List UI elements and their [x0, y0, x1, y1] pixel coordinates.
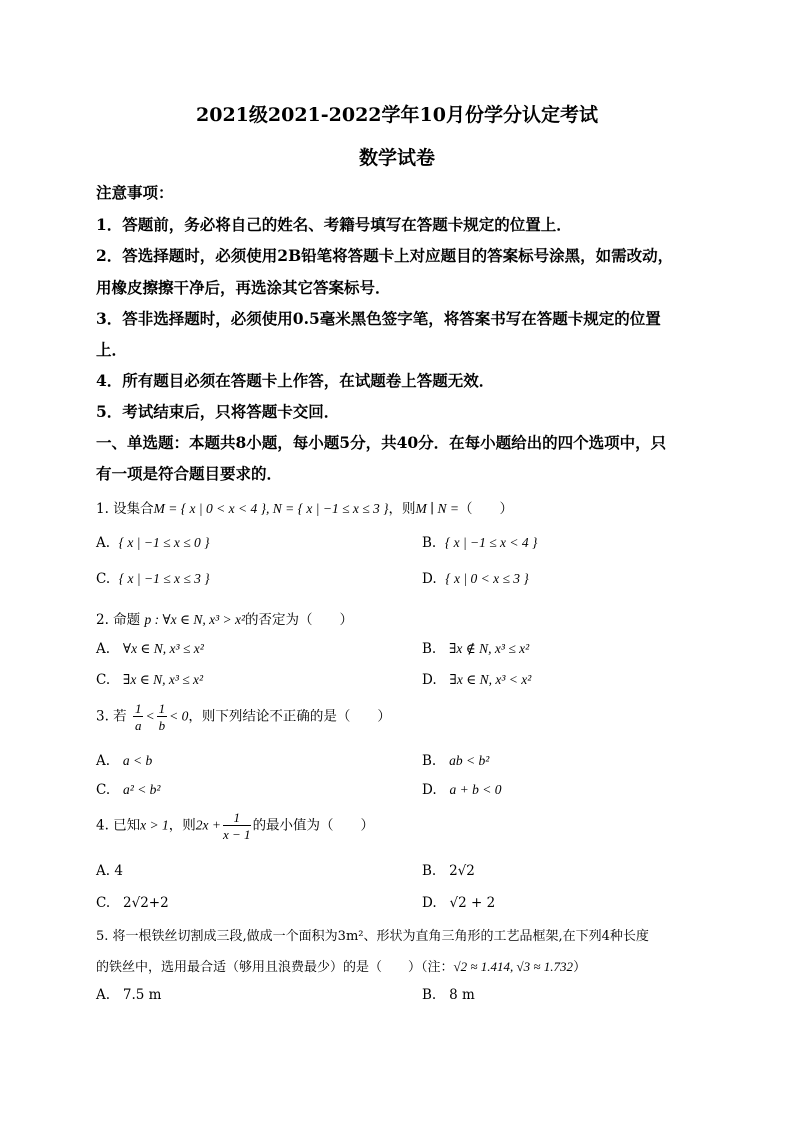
q2-option-a-label: A. — [96, 641, 111, 657]
q1-option-a-label: A. — [96, 535, 111, 551]
q2-option-b-label: B. — [422, 641, 437, 657]
q5-approximations: √2 ≈ 1.414, √3 ≈ 1.732 — [453, 959, 574, 974]
q3-stem-suffix: ，则下列结论不正确的是（ ） — [188, 708, 391, 725]
q1-stem-prefix: 1. 设集合 — [96, 501, 154, 517]
q5-option-b-label: B. — [422, 987, 437, 1003]
q2-proposition: p : ∀x ∈ N, x³ > x² — [144, 612, 246, 627]
question-1-stem — [96, 497, 513, 517]
notice-item-3-line-2: 上． — [96, 340, 128, 359]
notice-item-2-line-1: 2．答选择题时，必须使用2B铅笔将答题卡上对应题目的答案标号涂黑，如需改动， — [96, 246, 674, 265]
q3-option-b-text: ab < b² — [449, 753, 490, 768]
q2-stem-prefix: 2. 命题 — [96, 612, 141, 628]
q4-stem-mid: ，则 — [168, 817, 196, 834]
q1-stem-mid: ，则 — [388, 501, 416, 517]
q3-option-a-label: A. — [96, 753, 111, 769]
q5-line-2-prefix: 的铁丝中，选用最合适（够用且浪费最少）的是（ ）（注： — [96, 960, 454, 975]
q1-option-c-text: { x | −1 ≤ x ≤ 3 } — [118, 571, 210, 586]
q2-option-b — [422, 641, 529, 657]
q3-option-b — [422, 753, 489, 769]
q4-stem-suffix: 的最小值为（ ） — [252, 817, 375, 834]
question-5-line-2 — [96, 956, 586, 975]
q2-option-d-label: D. — [422, 672, 437, 688]
q1-sets: M = { x | 0 < x < 4 }, N = { x | −1 ≤ x ≤ 3 } — [153, 501, 389, 516]
q1-option-b-text: { x | −1 ≤ x < 4 } — [444, 535, 538, 550]
q2-option-b-text: ∃x ∉ N, x³ ≤ x² — [449, 641, 530, 656]
notice-heading: 注意事项： — [96, 183, 174, 202]
q5-option-b-text: 8 m — [449, 987, 475, 1003]
notice-item-1: 1．答题前，务必将自己的姓名、考籍号填写在答题卡规定的位置上． — [96, 215, 572, 234]
question-3-stem — [96, 702, 391, 732]
q3-fraction-2 — [157, 702, 168, 732]
q4-option-a-label: A. — [96, 863, 111, 879]
exam-subtitle: 数学试卷 — [358, 147, 435, 169]
q4-option-d — [422, 895, 495, 911]
q4-option-c-label: C. — [96, 895, 111, 911]
q1-option-d-label: D. — [422, 571, 437, 587]
notice-item-4: 4．所有题目必须在答题卡上作答，在试题卷上答题无效． — [96, 371, 495, 390]
q5-option-b — [422, 987, 475, 1003]
section-heading-line-1: 一、单选题：本题共8小题，每小题5分，共40分．在每小题给出的四个选项中，只 — [96, 433, 667, 452]
q4-expression: 2x + — [195, 817, 222, 833]
q2-option-a-text: ∀x ∈ N, x³ ≤ x² — [122, 641, 204, 656]
q1-option-d — [422, 571, 529, 587]
question-2-stem — [96, 608, 353, 628]
q1-expression: M ∣ N = — [415, 501, 459, 516]
q5-line-2-suffix: ） — [573, 960, 587, 975]
notice-item-3-line-1: 3．答非选择题时，必须使用0.5毫米黑色签字笔，将答案书写在答题卡规定的位置 — [96, 309, 661, 328]
q3-fraction-2-numerator: 1 — [158, 701, 166, 716]
exam-title: 2021级2021-2022学年10月份学分认定考试 — [196, 104, 598, 126]
q2-option-c-label: C. — [96, 672, 111, 688]
q1-option-c — [96, 571, 210, 587]
q4-option-b — [422, 863, 475, 879]
question-5-line-1: 5. 将一根铁丝切割成三段,做成一个面积为3m²、形状为直角三角形的工艺品框架,在下列4种长度 — [96, 929, 649, 944]
q3-option-c-label: C. — [96, 782, 111, 798]
q5-option-a — [96, 987, 161, 1003]
q5-option-a-text: 7.5 m — [122, 987, 162, 1003]
section-heading-line-2: 有一项是符合题目要求的． — [96, 464, 283, 483]
q3-option-a — [96, 753, 152, 769]
notice-item-2-line-2: 用橡皮擦擦干净后，再选涂其它答案标号． — [96, 278, 391, 297]
q4-option-d-text: √2 + 2 — [449, 895, 496, 911]
q4-stem-prefix: 4. 已知 — [96, 817, 141, 834]
q1-option-c-label: C. — [96, 571, 111, 587]
q4-option-b-text: 2√2 — [449, 863, 475, 879]
q2-stem-suffix: 的否定为（ ） — [245, 612, 354, 628]
q3-fraction-1 — [133, 702, 144, 732]
q2-option-c — [96, 672, 203, 688]
q4-option-a-text: 4 — [114, 863, 123, 879]
q4-fraction — [223, 811, 251, 841]
question-4-stem — [96, 811, 374, 841]
q3-option-d-label: D. — [422, 782, 437, 798]
q4-fraction-denominator: x − 1 — [223, 827, 251, 842]
q1-option-b — [422, 535, 537, 551]
q1-option-a-text: { x | −1 ≤ x ≤ 0 } — [118, 535, 210, 550]
q2-option-a — [96, 641, 204, 657]
q3-option-d — [422, 782, 502, 798]
q1-option-a — [96, 535, 210, 551]
q2-option-d-text: ∃x ∈ N, x³ < x² — [449, 672, 532, 687]
q1-option-b-label: B. — [422, 535, 437, 551]
q3-fraction-2-denominator: b — [158, 718, 166, 733]
q4-option-a — [96, 863, 123, 879]
q2-option-c-text: ∃x ∈ N, x³ ≤ x² — [123, 672, 204, 687]
notice-item-5: 5．考试结束后，只将答题卡交回． — [96, 402, 340, 421]
q3-stem-prefix: 3. 若 — [96, 708, 127, 725]
q3-fraction-1-numerator: 1 — [134, 701, 142, 716]
q4-condition: x > 1 — [140, 817, 169, 833]
q1-option-d-text: { x | 0 < x ≤ 3 } — [445, 571, 529, 586]
q5-option-a-label: A. — [96, 987, 111, 1003]
q4-option-c-text: 2√2+2 — [123, 895, 169, 911]
q4-option-b-label: B. — [422, 863, 437, 879]
q4-fraction-numerator: 1 — [223, 811, 251, 826]
q2-option-d — [422, 672, 531, 688]
q3-option-a-text: a < b — [122, 753, 153, 768]
q3-option-c — [96, 782, 160, 798]
q1-stem-suffix: （ ） — [458, 501, 513, 517]
q4-option-c — [96, 895, 169, 911]
q3-option-c-text: a² < b² — [123, 782, 161, 797]
q4-option-d-label: D. — [422, 895, 437, 911]
q3-option-b-label: B. — [422, 753, 437, 769]
q3-option-d-text: a + b < 0 — [449, 782, 502, 797]
q3-less-than: < — [145, 708, 155, 724]
q3-fraction-1-denominator: a — [134, 718, 142, 733]
q3-tail: < 0 — [169, 708, 189, 724]
